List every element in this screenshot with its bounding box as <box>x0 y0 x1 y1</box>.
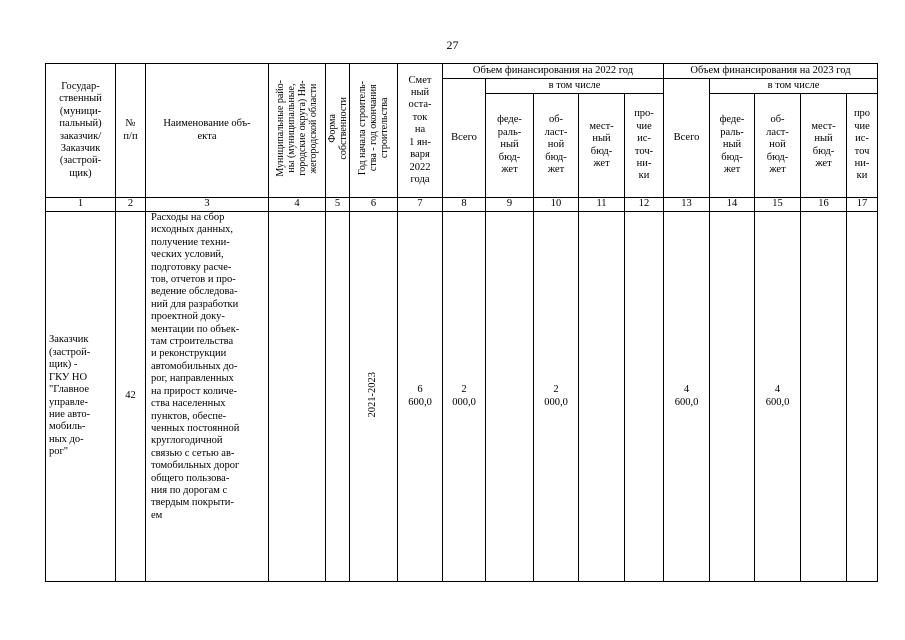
header-customer: Государ- ственный (муници- пальный) заказчик/ Заказчик (застрой- щик) <box>46 64 116 198</box>
header-incl-2022: в том числе <box>486 79 664 94</box>
header-regional-2022: об- ласт- ной бюд- жет <box>534 94 579 198</box>
header-ownership: Форма собственности <box>326 64 350 198</box>
column-number: 5 <box>326 198 350 212</box>
page-number: 27 <box>446 38 459 52</box>
regional-2023-cell: 4 600,0 <box>755 212 801 582</box>
local-2023-cell <box>801 212 847 582</box>
header-estimate: Смет ный оста- ток на 1 ян- варя 2022 года <box>398 64 443 198</box>
header-fin-2023: Объем финансирования на 2023 год <box>664 64 878 79</box>
header-total-2023: Всего <box>664 79 710 198</box>
federal-2023-cell <box>710 212 755 582</box>
column-number: 7 <box>398 198 443 212</box>
column-number: 8 <box>443 198 486 212</box>
header-incl-2023: в том числе <box>710 79 878 94</box>
local-2022-cell <box>579 212 625 582</box>
districts-cell <box>269 212 326 582</box>
table-row <box>46 212 878 582</box>
header-local-2023: мест- ный бюд- жет <box>801 94 847 198</box>
other-2022-cell <box>625 212 664 582</box>
federal-2022-cell <box>486 212 534 582</box>
header-fin-2022: Объем финансирования на 2022 год <box>443 64 664 79</box>
header-object-name: Наименование объ- екта <box>146 64 269 198</box>
total-2022-cell: 2 000,0 <box>443 212 486 582</box>
column-numbers-row <box>46 198 878 212</box>
header-years: Год начала строитель- ства - год окончания строительства <box>350 64 398 198</box>
customer-cell: Заказчик (застрой- щик) - ГКУ НО "Главное управле- ние авто- мобиль- ных до- рог" <box>46 212 116 582</box>
header-regional-2023: об- ласт- ной бюд- жет <box>755 94 801 198</box>
column-number: 16 <box>801 198 847 212</box>
column-number: 1 <box>46 198 116 212</box>
object-name-cell: Расходы на сбор исходных данных, получение техни- ческих условий, подготовку расче- тов, отчетов и про- ведение обследова- ний для разработки проектной доку- ментации по объек- там строительства и реконструкции автомобильных до- рог, направленных на прирост количе- ства населенных пунктов, обеспе- ченных постоянной круглогодичной связью с сетью ав- томобильных дорог общего пользова- ния по дорогам с твердым покрыти- ем <box>146 212 269 582</box>
other-2023-cell <box>847 212 878 582</box>
financing-table <box>45 63 878 582</box>
column-number: 13 <box>664 198 710 212</box>
column-number: 15 <box>755 198 801 212</box>
header-other-2022: про- чие ис- точ- ни- ки <box>625 94 664 198</box>
header-federal-2023: феде- раль- ный бюд- жет <box>710 94 755 198</box>
column-number: 10 <box>534 198 579 212</box>
column-number: 11 <box>579 198 625 212</box>
column-number: 4 <box>269 198 326 212</box>
column-number: 17 <box>847 198 878 212</box>
header-local-2022: мест- ный бюд- жет <box>579 94 625 198</box>
column-number: 6 <box>350 198 398 212</box>
header-num: № п/п <box>116 64 146 198</box>
row-number-cell: 42 <box>116 212 146 582</box>
estimate-cell: 6 600,0 <box>398 212 443 582</box>
column-number: 9 <box>486 198 534 212</box>
header-federal-2022: феде- раль- ный бюд- жет <box>486 94 534 198</box>
column-number: 14 <box>710 198 755 212</box>
regional-2022-cell: 2 000,0 <box>534 212 579 582</box>
header-total-2022: Всего <box>443 79 486 198</box>
years-cell: 2021-2023 <box>350 212 398 582</box>
total-2023-cell: 4 600,0 <box>664 212 710 582</box>
column-number: 12 <box>625 198 664 212</box>
ownership-cell <box>326 212 350 582</box>
column-number: 3 <box>146 198 269 212</box>
header-other-2023: про чие ис- точ ни- ки <box>847 94 878 198</box>
column-number: 2 <box>116 198 146 212</box>
header-districts: Муниципальные райо- ны (муниципальные, городские округа) Ни- жегородской области <box>269 64 326 198</box>
